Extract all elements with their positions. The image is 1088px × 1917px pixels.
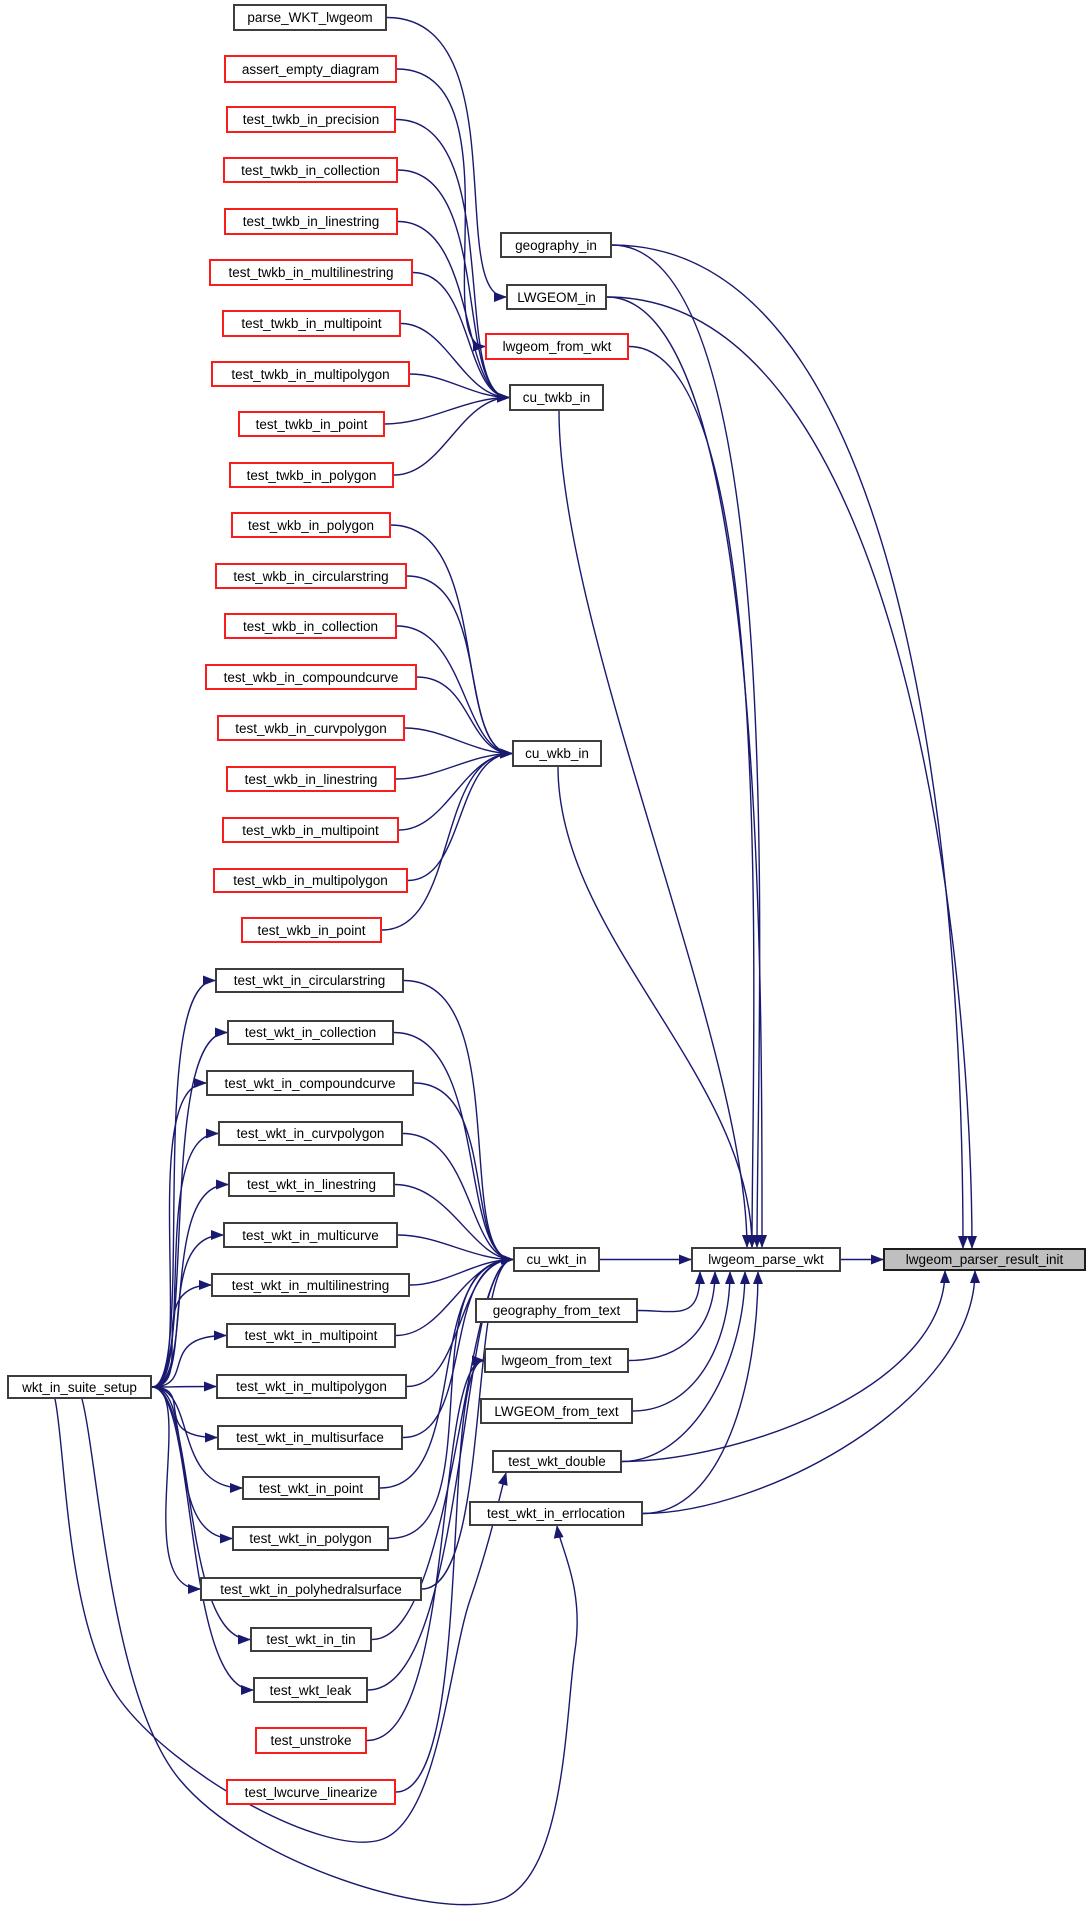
node-label: test_wkt_in_multicurve	[242, 1227, 379, 1243]
node-test_wkb_in_multipolygon[interactable]	[213, 868, 408, 893]
node-label: test_wkb_in_linestring	[244, 771, 378, 787]
node-label: LWGEOM_in	[517, 289, 596, 305]
edge-wkt_in_suite_setup-to-test_wkt_double	[55, 1399, 506, 1842]
edge-test_wkb_in_polygon-to-cu_wkb_in	[391, 525, 512, 754]
node-test_twkb_in_multipolygon[interactable]	[211, 361, 410, 387]
node-LWGEOM_from_text[interactable]	[480, 1398, 633, 1424]
node-test_lwcurve_linearize[interactable]	[226, 1779, 396, 1805]
node-test_twkb_in_multipoint[interactable]	[222, 310, 401, 337]
node-label: test_wkb_in_collection	[242, 618, 379, 634]
node-label: lwgeom_parser_result_init	[905, 1252, 1064, 1267]
node-test_wkt_in_curvpolygon[interactable]	[218, 1121, 403, 1146]
node-label: test_wkb_in_circularstring	[233, 568, 389, 584]
node-label: test_twkb_in_collection	[241, 162, 380, 178]
edge-test_wkt_double-to-lwgeom_parser_result_init	[622, 1271, 945, 1462]
edge-test_wkb_in_compoundcurve-to-cu_wkb_in	[417, 677, 512, 754]
node-test_wkt_in_multipolygon[interactable]	[216, 1374, 407, 1399]
node-label: geography_from_text	[492, 1303, 621, 1318]
node-lwgeom_parse_wkt[interactable]	[691, 1247, 841, 1272]
node-test_wkt_in_errlocation[interactable]	[469, 1501, 643, 1526]
node-label: parse_WKT_lwgeom	[247, 10, 373, 25]
node-label: test_wkb_in_polygon	[247, 517, 375, 533]
node-lwgeom_from_text[interactable]	[484, 1348, 629, 1373]
node-label: geography_in	[515, 237, 597, 253]
node-label: lwgeom_parse_wkt	[708, 1252, 824, 1267]
node-cu_wkb_in[interactable]	[512, 740, 602, 767]
node-test_wkb_in_polygon[interactable]	[231, 512, 391, 538]
node-label: wkt_in_suite_setup	[22, 1379, 137, 1395]
node-label: lwgeom_from_wkt	[502, 339, 612, 354]
node-label: cu_wkb_in	[525, 746, 589, 761]
node-test_wkb_in_circularstring[interactable]	[215, 563, 407, 589]
node-test_twkb_in_multilinestring[interactable]	[209, 259, 413, 286]
node-label: test_wkt_in_polyhedralsurface	[220, 1581, 402, 1597]
node-test_wkt_double[interactable]	[492, 1450, 622, 1473]
edge-test_wkb_in_multipoint-to-cu_wkb_in	[399, 754, 512, 831]
edge-test_wkb_in_point-to-cu_wkb_in	[382, 754, 512, 931]
node-label: test_wkt_in_circularstring	[233, 973, 386, 988]
node-test_wkb_in_linestring[interactable]	[226, 766, 396, 792]
edge-test_wkt_in_curvpolygon-to-cu_wkt_in	[403, 1134, 513, 1260]
node-test_twkb_in_collection[interactable]	[223, 157, 398, 183]
edge-wkt_in_suite_setup-to-test_wkt_in_multipolygon	[152, 1387, 216, 1388]
node-label: test_wkt_in_polygon	[249, 1531, 372, 1546]
edge-wkt_in_suite_setup-to-test_wkt_in_multicurve	[152, 1235, 223, 1387]
node-label: test_wkt_leak	[269, 1682, 352, 1698]
edge-wkt_in_suite_setup-to-test_wkt_in_multisurface	[152, 1387, 217, 1438]
node-test_wkt_in_circularstring[interactable]	[215, 968, 404, 993]
edge-test_wkt_in_errlocation-to-lwgeom_parser_result_init	[643, 1271, 975, 1514]
node-parse_WKT_lwgeom[interactable]	[233, 4, 387, 31]
node-label: test_twkb_in_precision	[242, 112, 380, 127]
node-label: test_wkt_in_tin	[266, 1632, 356, 1647]
edge-cu_wkb_in-to-lwgeom_parse_wkt	[558, 767, 752, 1247]
node-test_wkt_in_linestring[interactable]	[228, 1172, 395, 1197]
node-label: test_wkb_in_point	[257, 922, 366, 938]
edge-test_wkt_in_collection-to-cu_wkt_in	[394, 1033, 513, 1260]
node-label: lwgeom_from_text	[501, 1353, 612, 1368]
node-label: test_twkb_in_linestring	[242, 214, 380, 229]
node-label: test_wkt_in_compoundcurve	[224, 1075, 396, 1091]
edge-test_wkt_in_errlocation-to-lwgeom_parse_wkt	[643, 1272, 758, 1514]
edge-LWGEOM_in-to-lwgeom_parser_result_init	[607, 297, 972, 1248]
node-test_wkb_in_point[interactable]	[241, 917, 382, 943]
node-test_wkb_in_curvpolygon[interactable]	[217, 715, 405, 741]
node-label: test_unstroke	[270, 1733, 352, 1748]
node-test_twkb_in_point[interactable]	[238, 411, 385, 437]
node-LWGEOM_in[interactable]	[506, 284, 607, 310]
node-label: test_wkt_in_linestring	[246, 1177, 377, 1192]
node-label: test_wkt_double	[508, 1454, 606, 1469]
node-test_wkt_in_multipoint[interactable]	[226, 1323, 396, 1348]
node-label: test_wkb_in_compoundcurve	[223, 669, 399, 685]
node-label: test_twkb_in_polygon	[246, 467, 377, 483]
edge-test_wkt_double-to-lwgeom_parse_wkt	[622, 1272, 745, 1462]
edge-test_twkb_in_collection-to-cu_twkb_in	[398, 170, 509, 398]
node-test_wkt_in_collection[interactable]	[227, 1020, 394, 1045]
node-test_unstroke[interactable]	[255, 1727, 367, 1754]
node-test_wkb_in_compoundcurve[interactable]	[205, 664, 417, 690]
node-test_wkt_in_tin[interactable]	[250, 1627, 372, 1652]
edge-test_twkb_in_linestring-to-cu_twkb_in	[398, 222, 509, 398]
edge-test_wkt_in_compoundcurve-to-cu_wkt_in	[414, 1083, 513, 1260]
node-wkt_in_suite_setup[interactable]	[7, 1375, 152, 1399]
node-label: cu_wkt_in	[526, 1252, 587, 1267]
node-test_twkb_in_precision[interactable]	[226, 106, 396, 133]
node-label: test_wkb_in_multipolygon	[233, 873, 388, 888]
node-label: test_twkb_in_multilinestring	[228, 265, 394, 280]
node-assert_empty_diagram[interactable]	[224, 55, 397, 83]
node-label: test_wkt_in_multisurface	[236, 1430, 384, 1445]
edge-LWGEOM_in-to-lwgeom_parse_wkt	[607, 297, 762, 1247]
node-label: test_lwcurve_linearize	[244, 1784, 378, 1800]
node-label: test_wkt_in_collection	[244, 1025, 377, 1040]
node-test_wkt_in_polygon[interactable]	[232, 1526, 389, 1551]
edge-wkt_in_suite_setup-to-test_wkt_in_circularstring	[152, 981, 215, 1388]
node-test_twkb_in_linestring[interactable]	[224, 208, 398, 235]
node-test_twkb_in_polygon[interactable]	[229, 462, 394, 488]
node-test_wkt_leak[interactable]	[253, 1677, 368, 1703]
node-geography_in[interactable]	[500, 232, 612, 258]
node-label: cu_twkb_in	[522, 390, 591, 405]
edge-test_wkt_in_circularstring-to-cu_wkt_in	[404, 981, 513, 1260]
node-test_wkt_in_multisurface[interactable]	[217, 1425, 403, 1450]
node-test_wkt_in_polyhedralsurface[interactable]	[200, 1577, 422, 1601]
node-lwgeom_from_wkt[interactable]	[485, 333, 629, 360]
node-test_wkb_in_multipoint[interactable]	[222, 817, 399, 843]
node-label: LWGEOM_from_text	[494, 1403, 619, 1419]
node-label: test_wkt_in_point	[258, 1480, 364, 1496]
edge-wkt_in_suite_setup-to-test_wkt_in_multilinestring	[152, 1285, 211, 1387]
node-geography_from_text[interactable]	[475, 1298, 638, 1323]
edge-cu_twkb_in-to-lwgeom_parse_wkt	[559, 411, 747, 1247]
node-test_wkt_in_compoundcurve[interactable]	[206, 1070, 414, 1096]
node-label: test_twkb_in_multipolygon	[231, 366, 390, 382]
edge-geography_in-to-lwgeom_parse_wkt	[612, 245, 760, 1247]
node-label: test_wkb_in_multipoint	[242, 822, 379, 838]
edge-lwgeom_from_text-to-lwgeom_parse_wkt	[629, 1272, 715, 1361]
node-label: test_wkt_in_errlocation	[486, 1506, 626, 1521]
node-label: test_twkb_in_multipoint	[241, 316, 382, 331]
node-cu_twkb_in[interactable]	[509, 384, 604, 411]
node-label: test_wkt_in_multipolygon	[236, 1379, 387, 1394]
node-label: test_twkb_in_point	[255, 416, 368, 432]
node-test_wkt_in_point[interactable]	[242, 1476, 380, 1500]
edge-geography_in-to-lwgeom_parser_result_init	[612, 245, 963, 1248]
node-test_wkb_in_collection[interactable]	[224, 613, 397, 639]
node-label: test_wkb_in_curvpolygon	[235, 720, 387, 736]
node-lwgeom_parser_result_init[interactable]	[883, 1248, 1086, 1271]
node-label: test_wkt_in_multipoint	[244, 1328, 378, 1343]
edge-geography_from_text-to-lwgeom_parse_wkt	[638, 1272, 700, 1312]
node-test_wkt_in_multilinestring[interactable]	[211, 1273, 410, 1297]
node-cu_wkt_in[interactable]	[513, 1247, 600, 1272]
node-label: test_wkt_in_curvpolygon	[236, 1126, 385, 1141]
node-test_wkt_in_multicurve[interactable]	[223, 1222, 398, 1248]
edge-test_wkb_in_multipolygon-to-cu_wkb_in	[408, 754, 512, 881]
node-label: test_wkt_in_multilinestring	[231, 1277, 390, 1293]
node-label: assert_empty_diagram	[241, 61, 380, 77]
edge-parse_WKT_lwgeom-to-LWGEOM_in	[387, 18, 506, 298]
